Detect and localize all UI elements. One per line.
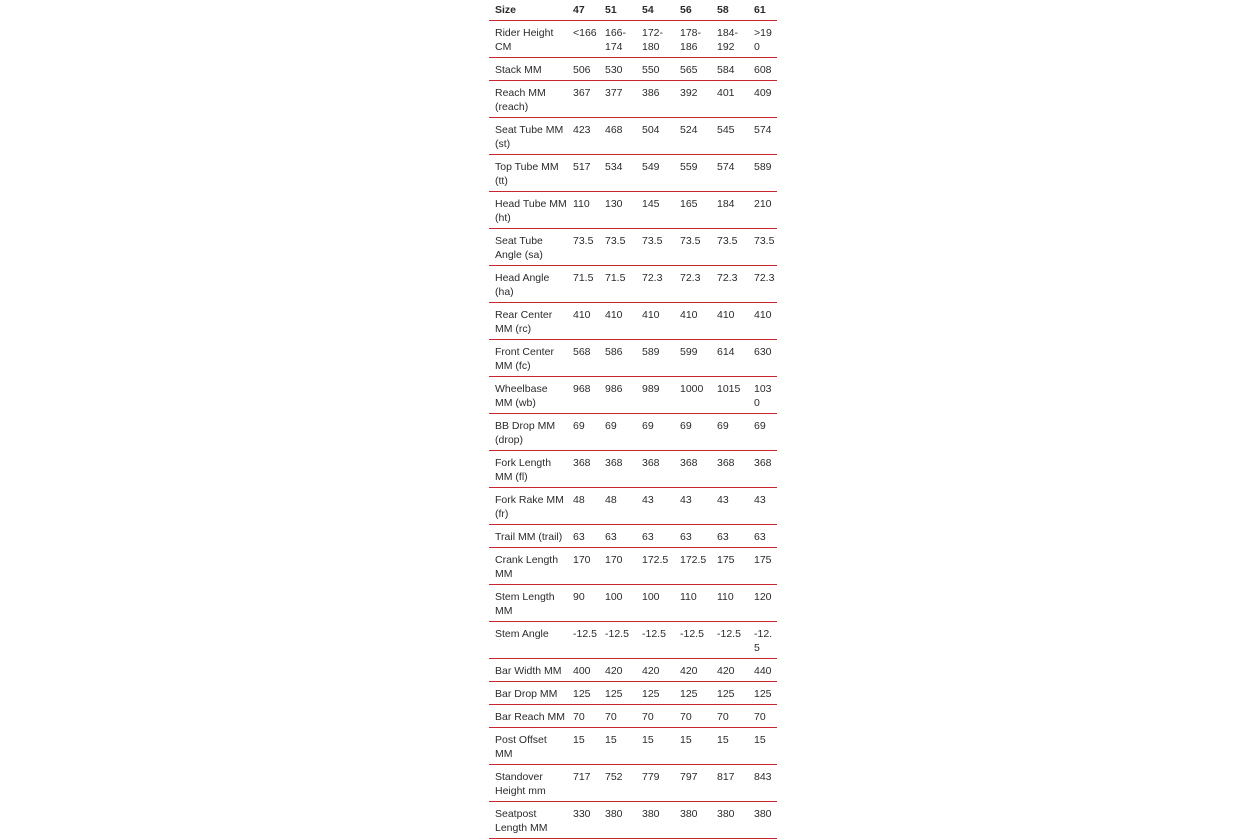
cell-value: 73.5 (680, 235, 701, 247)
cell-value: 367 (573, 87, 591, 99)
row-label: Seat Tube Angle (sa) (495, 235, 543, 261)
cell-value: 517 (573, 161, 591, 173)
cell-value: 410 (573, 309, 591, 321)
cell-value: -12.5 (642, 628, 666, 640)
cell-value: 69 (754, 420, 766, 432)
cell-value: 380 (754, 808, 772, 820)
cell-value: 110 (573, 198, 590, 210)
row-label: Post Offset MM (495, 734, 547, 760)
column-header-size-47: 47 (573, 4, 585, 16)
cell-value: 172.5 (642, 554, 669, 566)
cell-value: 534 (605, 161, 623, 173)
column-header-size-51: 51 (605, 4, 617, 16)
cell-value: 70 (680, 711, 692, 723)
cell-value: 15 (717, 734, 729, 746)
cell-value: 817 (717, 771, 735, 783)
table-row (489, 622, 777, 659)
cell-value: 599 (680, 346, 698, 358)
cell-value: -12.5 (680, 628, 704, 640)
row-label: Seat Tube MM (st) (495, 124, 564, 150)
cell-value: 986 (605, 383, 623, 395)
cell-value: 584 (717, 64, 735, 76)
cell-value: 380 (642, 808, 660, 820)
cell-value: 420 (642, 665, 660, 677)
cell-value: 420 (680, 665, 698, 677)
table-row (489, 58, 777, 81)
cell-value: 175 (717, 554, 735, 566)
cell-value: 586 (605, 346, 623, 358)
cell-value: 70 (754, 711, 766, 723)
cell-value: 125 (605, 688, 623, 700)
cell-value: 43 (717, 494, 729, 506)
row-label: Fork Length MM (fl) (495, 457, 552, 483)
row-label: Top Tube MM (tt) (495, 161, 559, 187)
table-row (489, 802, 777, 839)
table-row (489, 192, 777, 229)
table-header-row (489, 0, 777, 21)
table-row (489, 229, 777, 266)
cell-value: 70 (573, 711, 585, 723)
cell-value: 420 (605, 665, 623, 677)
cell-value: 110 (717, 591, 734, 603)
cell-value: 15 (642, 734, 654, 746)
cell-value: 380 (717, 808, 735, 820)
cell-value: 410 (642, 309, 660, 321)
row-label: Fork Rake MM (fr) (495, 494, 564, 520)
row-label: BB Drop MM (drop) (495, 420, 556, 446)
cell-value: 989 (642, 383, 660, 395)
cell-value: 170 (605, 554, 623, 566)
table-row (489, 585, 777, 622)
cell-value: 184-192 (717, 27, 739, 53)
cell-value: 69 (605, 420, 617, 432)
cell-value: 73.5 (642, 235, 663, 247)
cell-value: 70 (717, 711, 729, 723)
cell-value: 63 (573, 531, 585, 543)
cell-value: 589 (754, 161, 772, 173)
cell-value: 797 (680, 771, 698, 783)
cell-value: 145 (642, 198, 660, 210)
cell-value: 125 (754, 688, 772, 700)
table-row (489, 765, 777, 802)
cell-value: 110 (680, 591, 697, 603)
cell-value: -12.5 (605, 628, 629, 640)
table-row (489, 377, 777, 414)
cell-value: 549 (642, 161, 660, 173)
cell-value: 545 (717, 124, 735, 136)
table-row (489, 525, 777, 548)
table-row (489, 488, 777, 525)
row-label: Stem Length MM (495, 591, 555, 617)
cell-value: 125 (680, 688, 698, 700)
cell-value: 380 (680, 808, 698, 820)
cell-value: 1030 (754, 383, 772, 409)
cell-value: 71.5 (605, 272, 626, 284)
cell-value: 166-174 (605, 27, 627, 53)
row-label: Bar Reach MM (495, 711, 566, 723)
cell-value: 1015 (717, 383, 741, 395)
cell-value: 559 (680, 161, 698, 173)
cell-value: 63 (717, 531, 729, 543)
row-label: Wheelbase MM (wb) (495, 383, 548, 409)
cell-value: 752 (605, 771, 623, 783)
cell-value: 368 (573, 457, 591, 469)
table-row (489, 266, 777, 303)
cell-value: 71.5 (573, 272, 594, 284)
cell-value: 368 (717, 457, 735, 469)
cell-value: 377 (605, 87, 623, 99)
row-label: Bar Width MM (495, 665, 562, 677)
cell-value: 70 (605, 711, 617, 723)
cell-value: 368 (642, 457, 660, 469)
cell-value: 72.3 (642, 272, 663, 284)
cell-value: 550 (642, 64, 660, 76)
cell-value: 73.5 (573, 235, 594, 247)
cell-value: 440 (754, 665, 772, 677)
cell-value: 172-180 (642, 27, 664, 53)
cell-value: 69 (680, 420, 692, 432)
cell-value: 968 (573, 383, 591, 395)
cell-value: 15 (754, 734, 766, 746)
cell-value: 63 (680, 531, 692, 543)
cell-value: 63 (605, 531, 617, 543)
cell-value: 779 (642, 771, 660, 783)
cell-value: 73.5 (605, 235, 626, 247)
cell-value: 15 (605, 734, 617, 746)
cell-value: 72.3 (754, 272, 775, 284)
cell-value: 410 (754, 309, 772, 321)
table-row (489, 414, 777, 451)
cell-value: 15 (573, 734, 585, 746)
cell-value: 614 (717, 346, 735, 358)
table-row (489, 659, 777, 682)
cell-value: 175 (754, 554, 772, 566)
row-label: Head Angle (ha) (495, 272, 550, 298)
table-row (489, 155, 777, 192)
table-row (489, 21, 777, 58)
row-label: Head Tube MM (ht) (495, 198, 567, 224)
row-label: Stem Angle (495, 628, 549, 640)
cell-value: 392 (680, 87, 698, 99)
cell-value: 72.3 (717, 272, 738, 284)
cell-value: 630 (754, 346, 772, 358)
cell-value: 1000 (680, 383, 704, 395)
cell-value: -12.5 (717, 628, 741, 640)
cell-value: 43 (754, 494, 766, 506)
cell-value: >190 (754, 27, 772, 53)
cell-value: 165 (680, 198, 698, 210)
table-row (489, 682, 777, 705)
cell-value: 608 (754, 64, 772, 76)
row-label: Stack MM (495, 64, 542, 76)
cell-value: 125 (642, 688, 660, 700)
cell-value: 184 (717, 198, 735, 210)
cell-value: 468 (605, 124, 623, 136)
cell-value: 574 (717, 161, 735, 173)
cell-value: 524 (680, 124, 698, 136)
row-label: Front Center MM (fc) (495, 346, 554, 372)
cell-value: 565 (680, 64, 698, 76)
cell-value: 423 (573, 124, 591, 136)
cell-value: <166 (573, 27, 597, 39)
cell-value: 48 (605, 494, 617, 506)
cell-value: 100 (642, 591, 660, 603)
cell-value: 120 (754, 591, 772, 603)
table-row (489, 303, 777, 340)
cell-value: 400 (573, 665, 591, 677)
table-row (489, 705, 777, 728)
cell-value: 73.5 (717, 235, 738, 247)
cell-value: 15 (680, 734, 692, 746)
cell-value: 504 (642, 124, 660, 136)
cell-value: 410 (605, 309, 623, 321)
cell-value: 506 (573, 64, 591, 76)
cell-value: 574 (754, 124, 772, 136)
cell-value: 409 (754, 87, 772, 99)
cell-value: 125 (573, 688, 591, 700)
cell-value: 43 (680, 494, 692, 506)
column-header-size-54: 54 (642, 4, 654, 16)
cell-value: 568 (573, 346, 591, 358)
cell-value: 72.3 (680, 272, 701, 284)
cell-value: 69 (573, 420, 585, 432)
cell-value: 90 (573, 591, 585, 603)
table-body (489, 21, 777, 839)
cell-value: 172.5 (680, 554, 707, 566)
cell-value: 43 (642, 494, 654, 506)
column-header-size: Size (495, 4, 517, 16)
row-label: Trail MM (trail) (495, 531, 563, 543)
row-label: Standover Height mm (495, 771, 546, 797)
cell-value: 70 (642, 711, 654, 723)
cell-value: 63 (754, 531, 766, 543)
row-label: Bar Drop MM (495, 688, 558, 700)
cell-value: 380 (605, 808, 623, 820)
cell-value: 386 (642, 87, 660, 99)
cell-value: 69 (717, 420, 729, 432)
cell-value: 69 (642, 420, 654, 432)
table-row (489, 118, 777, 155)
cell-value: 843 (754, 771, 772, 783)
row-label: Reach MM (reach) (495, 87, 546, 113)
table-row (489, 728, 777, 765)
cell-value: 178-186 (680, 27, 702, 53)
table-row (489, 340, 777, 377)
cell-value: 100 (605, 591, 623, 603)
cell-value: 368 (605, 457, 623, 469)
column-header-size-58: 58 (717, 4, 729, 16)
cell-value: 410 (680, 309, 698, 321)
cell-value: 368 (680, 457, 698, 469)
row-label: Seatpost Length MM (495, 808, 548, 834)
column-header-size-56: 56 (680, 4, 692, 16)
cell-value: 130 (605, 198, 623, 210)
cell-value: 73.5 (754, 235, 775, 247)
cell-value: 401 (717, 87, 735, 99)
cell-value: 48 (573, 494, 585, 506)
cell-value: 63 (642, 531, 654, 543)
geometry-table (489, 0, 777, 839)
cell-value: -12.5 (754, 628, 773, 654)
row-label: Crank Length MM (495, 554, 559, 580)
column-header-size-61: 61 (754, 4, 766, 16)
table-row (489, 451, 777, 488)
row-label: Rider Height CM (495, 27, 554, 53)
table-row (489, 548, 777, 585)
cell-value: 330 (573, 808, 591, 820)
cell-value: 589 (642, 346, 660, 358)
cell-value: 170 (573, 554, 591, 566)
cell-value: 420 (717, 665, 735, 677)
cell-value: 717 (573, 771, 591, 783)
cell-value: 210 (754, 198, 772, 210)
cell-value: -12.5 (573, 628, 597, 640)
cell-value: 410 (717, 309, 735, 321)
cell-value: 125 (717, 688, 735, 700)
row-label: Rear Center MM (rc) (495, 309, 553, 335)
cell-value: 530 (605, 64, 623, 76)
table-row (489, 81, 777, 118)
cell-value: 368 (754, 457, 772, 469)
